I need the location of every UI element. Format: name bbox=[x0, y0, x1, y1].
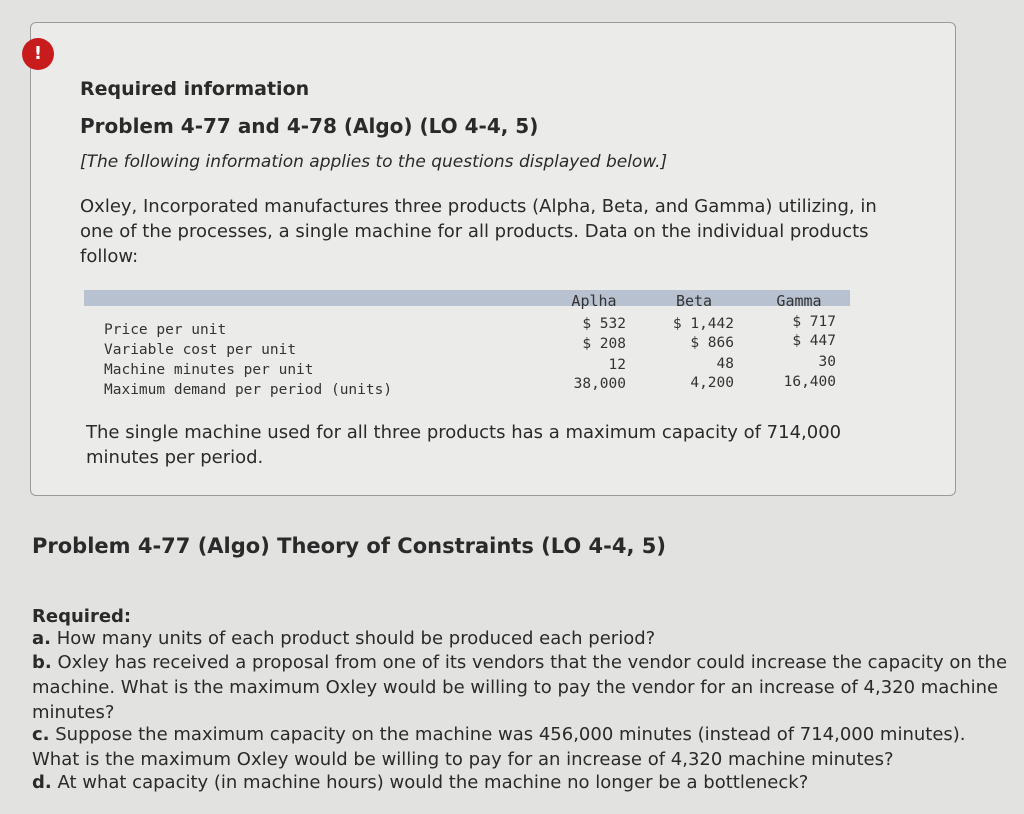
required-information-label: Required information bbox=[80, 78, 310, 100]
info-note: [The following information applies to the questions displayed below.] bbox=[80, 152, 668, 172]
row-label-maximum-demand: Maximum demand per period (units) bbox=[104, 382, 393, 398]
question-letter: b. bbox=[32, 652, 52, 673]
product-data-table bbox=[84, 290, 850, 400]
question-text: At what capacity (in machine hours) would the machine no longer be a bottleneck? bbox=[57, 772, 809, 793]
question-d bbox=[32, 770, 1012, 795]
cell-beta-maximum-demand: 4,200 bbox=[690, 375, 734, 391]
column-header-beta: Beta bbox=[675, 292, 713, 310]
question-a bbox=[32, 626, 1012, 651]
row-label-variable-cost: Variable cost per unit bbox=[104, 342, 297, 358]
alert-icon: ! bbox=[22, 38, 54, 70]
row-label-machine-minutes: Machine minutes per unit bbox=[104, 362, 314, 378]
capacity-paragraph: The single machine used for all three products has a maximum capacity of 714,000 minutes per period. bbox=[86, 422, 842, 468]
cell-alpha-variable-cost: $ 208 bbox=[582, 336, 626, 352]
required-label: Required: bbox=[32, 606, 132, 627]
column-header-gamma: Gamma bbox=[776, 292, 822, 310]
cell-gamma-maximum-demand: 16,400 bbox=[783, 374, 836, 390]
table-header-bar bbox=[84, 290, 850, 306]
question-letter: c. bbox=[32, 724, 50, 745]
cell-gamma-price: $ 717 bbox=[792, 314, 836, 330]
cell-gamma-variable-cost: $ 447 bbox=[792, 333, 836, 349]
cell-alpha-maximum-demand: 38,000 bbox=[573, 376, 626, 392]
cell-beta-price: $ 1,442 bbox=[672, 316, 734, 332]
question-b bbox=[32, 650, 1012, 725]
cell-beta-variable-cost: $ 866 bbox=[690, 335, 734, 351]
question-letter: a. bbox=[32, 628, 51, 649]
question-text: How many units of each product should be produced each period? bbox=[56, 628, 656, 649]
cell-beta-machine-minutes: 48 bbox=[716, 356, 734, 372]
question-text: Oxley has received a proposal from one of its vendors that the vendor could increase the capacity on the machine. What is the maximum Oxley would be willing to pay the vendor for an increase of 4,320 machine minutes? bbox=[32, 652, 1008, 723]
column-header-alpha: Aplha bbox=[571, 292, 617, 310]
row-label-price: Price per unit bbox=[104, 322, 227, 338]
cell-alpha-price: $ 532 bbox=[582, 316, 626, 332]
intro-paragraph: Oxley, Incorporated manufactures three products (Alpha, Beta, and Gamma) utilizing, in one of the processes, a single machine for all products. Data on the individual products follow: bbox=[80, 196, 877, 267]
question-letter: d. bbox=[32, 772, 52, 793]
cell-gamma-machine-minutes: 30 bbox=[818, 354, 836, 370]
cell-alpha-machine-minutes: 12 bbox=[608, 357, 626, 373]
question-text: Suppose the maximum capacity on the machine was 456,000 minutes (instead of 714,000 minutes). What is the maximum Oxley would be willing to pay for an increase of 4,320 machine minutes? bbox=[32, 724, 966, 770]
problem-title: Problem 4-77 and 4-78 (Algo) (LO 4-4, 5) bbox=[80, 114, 539, 138]
problem-subtitle: Problem 4-77 (Algo) Theory of Constraints (LO 4-4, 5) bbox=[32, 534, 666, 558]
question-c bbox=[32, 722, 1012, 772]
